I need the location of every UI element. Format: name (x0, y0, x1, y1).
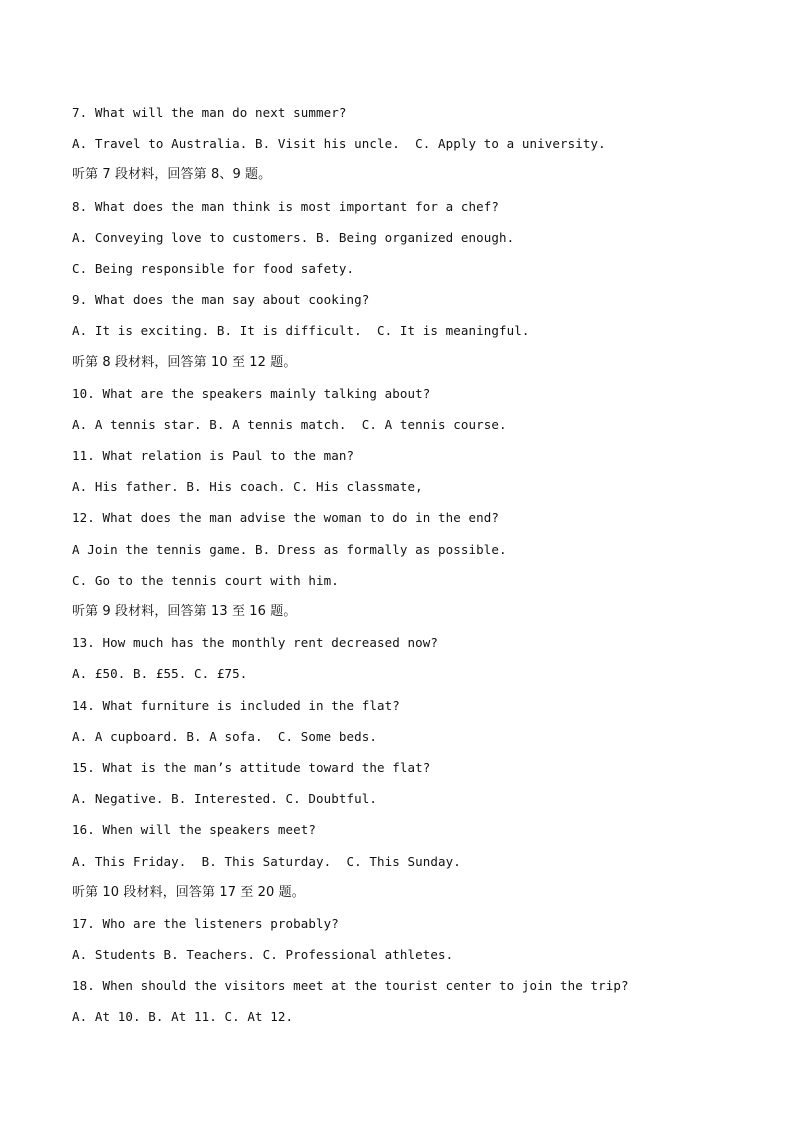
section-heading-7: 听第 7 段材料，回答第 8、9 题。 (72, 167, 272, 183)
question-9-options: A. It is exciting. B. It is difficult. C. It is meaningful. (72, 323, 530, 339)
question-15: 15. What is the man’s attitude toward the flat? (72, 759, 431, 775)
question-7: 7. What will the man do next summer? (72, 105, 347, 120)
question-15-options: A. Negative. B. Interested. C. Doubtful. (72, 791, 378, 807)
question-8-options: A. Conveying love to customers. B. Being organized enough. (72, 229, 515, 245)
question-7-options: A. Travel to Australia. B. Visit his uncle. C. Apply to a university. (72, 136, 606, 152)
question-10: 10. What are the speakers mainly talking about? (72, 385, 431, 401)
question-13: 13. How much has the monthly rent decreased now? (72, 635, 439, 651)
question-14: 14. What furniture is included in the flat? (72, 697, 400, 713)
question-8: 8. What does the man think is most important for a chef? (72, 198, 500, 214)
section-heading-8: 听第 8 段材料，回答第 10 至 12 题。 (72, 354, 297, 370)
question-13-options: A. £50. B. £55. C. £75. (72, 666, 248, 682)
question-12-options: A Join the tennis game. B. Dress as formally as possible. (72, 541, 507, 557)
question-16-options: A. This Friday. B. This Saturday. C. This Sunday. (72, 853, 461, 869)
section-heading-10: 听第 10 段材料，回答第 17 至 20 题。 (72, 884, 305, 900)
question-18-options: A. At 10. B. At 11. C. At 12. (72, 1009, 294, 1025)
question-9: 9. What does the man say about cooking? (72, 292, 370, 308)
question-14-options: A. A cupboard. B. A sofa. C. Some beds. (72, 728, 378, 744)
question-11: 11. What relation is Paul to the man? (72, 448, 355, 464)
question-12: 12. What does the man advise the woman to do in the end? (72, 510, 500, 526)
question-10-options: A. A tennis star. B. A tennis match. C. A tennis course. (72, 416, 507, 432)
question-8-options-cont: C. Being responsible for food safety. (72, 260, 355, 276)
section-heading-9: 听第 9 段材料，回答第 13 至 16 题。 (72, 604, 297, 619)
question-17: 17. Who are the listeners probably? (72, 915, 339, 931)
question-16: 16. When will the speakers meet? (72, 822, 317, 838)
question-12-options-cont: C. Go to the tennis court with him. (72, 572, 339, 588)
exam-content (72, 102, 752, 1038)
question-11-options: A. His father. B. His coach. C. His classmate, (72, 479, 423, 495)
question-17-options: A. Students B. Teachers. C. Professional athletes. (72, 947, 454, 963)
question-18: 18. When should the visitors meet at the tourist center to join the trip? (72, 978, 629, 994)
